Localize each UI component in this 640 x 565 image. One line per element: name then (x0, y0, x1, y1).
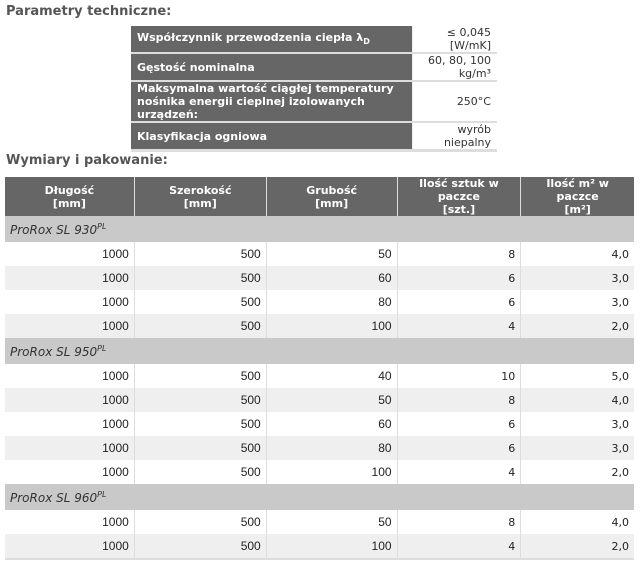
product-name-text: ProRox SL 930 (10, 222, 98, 237)
table-cell: 6 (397, 436, 521, 460)
table-cell: 1000 (5, 510, 134, 534)
table-cell: 5,0 (521, 364, 634, 388)
table-cell: 50 (266, 242, 397, 266)
table-cell: 4,0 (521, 242, 634, 266)
table-cell: 3,0 (521, 290, 634, 314)
table-cell: 80 (266, 290, 397, 314)
table-cell: 8 (397, 510, 521, 534)
table-cell: 3,0 (521, 266, 634, 290)
table-cell: 40 (266, 364, 397, 388)
product-name-sup: PL (97, 221, 107, 231)
column-header-title: Ilość m² w paczce (546, 177, 609, 203)
table-cell: 4 (397, 460, 521, 484)
column-header-unit: [szt.] (442, 203, 476, 216)
tech-value: 250°C (413, 81, 498, 122)
column-header-title: Grubość (306, 183, 358, 197)
tech-value: 60, 80, 100 kg/m³ (413, 53, 498, 81)
product-name-text: ProRox SL 960 (10, 490, 98, 505)
table-row (5, 460, 634, 484)
table-row (5, 534, 634, 559)
table-cell: 6 (397, 290, 521, 314)
column-header-unit: [mm] (183, 196, 217, 210)
table-cell: 500 (134, 290, 266, 314)
product-name (5, 216, 634, 242)
table-cell: 500 (134, 412, 266, 436)
dimensions-heading: Wymiary i pakowanie: (6, 153, 168, 168)
table-row (5, 242, 634, 266)
column-header (521, 177, 634, 216)
product-group-row (5, 216, 634, 242)
table-cell: 4 (397, 314, 521, 338)
product-group-row (5, 484, 634, 510)
tech-label-sub: D (363, 37, 370, 47)
table-cell: 500 (134, 242, 266, 266)
table-cell: 500 (134, 314, 266, 338)
table-row (5, 510, 634, 534)
product-name-sup: PL (97, 489, 107, 499)
column-header-unit: [m²] (564, 203, 591, 216)
tech-label: Gęstość nominalna (131, 53, 413, 81)
table-cell: 3,0 (521, 412, 634, 436)
table-cell: 8 (397, 388, 521, 412)
product-group-row (5, 338, 634, 364)
table-cell: 60 (266, 266, 397, 290)
tech-row (131, 26, 497, 53)
tech-row (131, 53, 497, 81)
tech-label: Maksymalna wartość ciągłej temperatury nośnika energii cieplnej izolowanych urządzeń: (131, 81, 413, 122)
table-cell: 500 (134, 436, 266, 460)
product-name (5, 338, 634, 364)
column-header (134, 177, 266, 216)
table-cell: 50 (266, 510, 397, 534)
tech-row (131, 81, 497, 122)
column-header (266, 177, 397, 216)
table-cell: 1000 (5, 242, 134, 266)
table-cell: 1000 (5, 314, 134, 338)
table-cell: 1000 (5, 534, 134, 559)
table-cell: 2,0 (521, 314, 634, 338)
table-cell: 100 (266, 314, 397, 338)
table-cell: 6 (397, 266, 521, 290)
tech-params-heading: Parametry techniczne: (6, 4, 172, 19)
table-cell: 1000 (5, 266, 134, 290)
table-cell: 4,0 (521, 388, 634, 412)
dimensions-table (5, 177, 634, 560)
table-cell: 500 (134, 388, 266, 412)
column-header-title: Szerokość (169, 183, 232, 197)
table-cell: 60 (266, 412, 397, 436)
table-row (5, 314, 634, 338)
tech-row (131, 122, 497, 151)
table-cell: 4,0 (521, 510, 634, 534)
column-header-title: Ilość sztuk w paczce (419, 177, 499, 203)
table-cell: 2,0 (521, 460, 634, 484)
table-cell: 50 (266, 388, 397, 412)
table-cell: 6 (397, 412, 521, 436)
table-cell: 500 (134, 510, 266, 534)
product-name (5, 484, 634, 510)
table-cell: 4 (397, 534, 521, 559)
table-row (5, 412, 634, 436)
table-cell: 80 (266, 436, 397, 460)
table-cell: 10 (397, 364, 521, 388)
product-name-text: ProRox SL 950 (10, 344, 98, 359)
tech-label-text: Współczynnik przewodzenia ciepła λ (137, 31, 364, 45)
tech-params-table (131, 26, 497, 152)
table-cell: 1000 (5, 388, 134, 412)
table-cell: 3,0 (521, 436, 634, 460)
tech-label: Klasyfikacja ogniowa (131, 122, 413, 151)
column-header (5, 177, 134, 216)
product-name-sup: PL (97, 343, 107, 353)
table-row (5, 290, 634, 314)
table-row (5, 364, 634, 388)
table-row (5, 388, 634, 412)
column-header-title: Długość (44, 183, 95, 197)
table-cell: 500 (134, 364, 266, 388)
header-row (5, 177, 634, 216)
tech-value: ≤ 0,045 [W/mK] (413, 26, 498, 53)
column-header (397, 177, 521, 216)
column-header-unit: [mm] (315, 196, 349, 210)
table-cell: 500 (134, 534, 266, 559)
table-row (5, 436, 634, 460)
table-cell: 1000 (5, 412, 134, 436)
table-cell: 1000 (5, 460, 134, 484)
table-cell: 1000 (5, 436, 134, 460)
table-cell: 500 (134, 460, 266, 484)
table-cell: 8 (397, 242, 521, 266)
table-row (5, 266, 634, 290)
table-cell: 100 (266, 534, 397, 559)
table-cell: 1000 (5, 290, 134, 314)
tech-label (131, 26, 413, 53)
table-cell: 2,0 (521, 534, 634, 559)
table-cell: 100 (266, 460, 397, 484)
tech-value: wyrób niepalny (413, 122, 498, 151)
table-cell: 1000 (5, 364, 134, 388)
table-cell: 500 (134, 266, 266, 290)
column-header-unit: [mm] (52, 196, 86, 210)
